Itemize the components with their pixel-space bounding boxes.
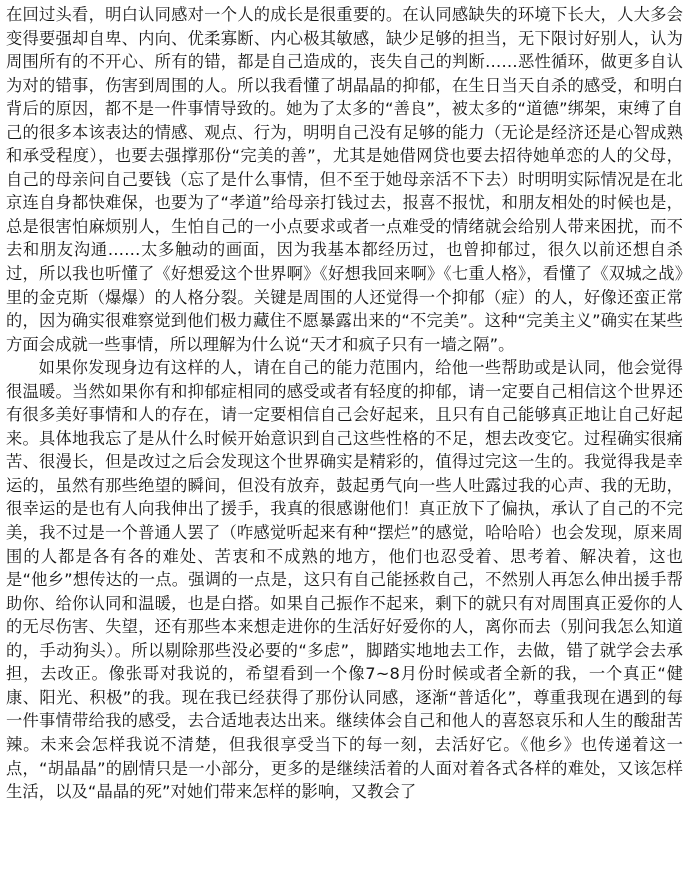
paragraph-1: 在回过头看，明白认同感对一个人的成长是很重要的。在认同感缺失的环境下长大，人大多会变得要强却自卑、内向、优柔寡断、内心极其敏感，缺少足够的担当，无下限讨好别人，认为周围所有的不开心、所有的错，都是自己造成的，丧失自己的判断……恶性循环，做更多自认为对的错事，伤害到周围的人。所以我看懂了胡晶晶的抑郁，在生日当天自杀的感受，和明白背后的原因，都不是一件事情导致的。她为了太多的“善良”，被太多的“道德”绑架，束缚了自己的很多本该表达的情感、观点、行为，明明自己没有足够的能力（无论是经济还是心智成熟和承受程度），也要去强撑那份“完美的善”，尤其是她借网贷也要去招待她单恋的人的父母，自己的母亲问自己要钱（忘了是什么事情，但不至于她母亲活不下去）时明明实际情况是在北京连自身都快难保，也要为了“孝道”给母亲打钱过去，报喜不报忧，和朋友相处的时候也是，总是很害怕麻烦别人，生怕自己的一小点要求或者一点难受的情绪就会给别人带来困扰，而不去和朋友沟通……太多触动的画面，因为我基本都经历过，也曾抑郁过，很久以前还想自杀过，所以我也听懂了《好想爱这个世界啊》《好想我回来啊》《七重人格》，看懂了《双城之战》里的金克斯（爆爆）的人格分裂。关键是周围的人还觉得一个抑郁（症）的人，好像还蛮正常的，因为确实很难察觉到他们极力藏住不愿暴露出来的“不完美”。这种“完美主义”确实在某些方面会成就一些事情，所以理解为什么说“天才和疯子只有一墙之隔”。 xyxy=(6,5,683,354)
paragraph-2: 如果你发现身边有这样的人，请在自己的能力范围内，给他一些帮助或是认同，他会觉得很温暖。当然如果你有和抑郁症相同的感受或者有轻度的抑郁，请一定要自己相信这个世界还有很多美好事情和人的存在，请一定要相信自己会好起来，且只有自己能够真正地让自己好起来。具体地我忘了是从什么时候开始意识到自己这些性格的不足，想去改变它。过程确实很痛苦、很漫长，但是改过之后会发现这个世界确实是精彩的，值得过完这一生的。我觉得我是幸运的，虽然有那些绝望的瞬间，但没有放弃，鼓起勇气向一些人吐露过我的心声、我的无助，很幸运的是也有人向我伸出了援手，我真的很感谢他们！真正放下了偏执，承认了自己的不完美，我不过是一个普通人罢了（咋感觉听起来有种“摆烂”的感觉，哈哈哈）也会发现，原来周围的人都是各有各的难处、苦衷和不成熟的地方，他们也忍受着、思考着、解决着，这也是“他乡”想传达的一点。强调的一点是，这只有自己能拯救自己，不然别人再怎么伸出援手帮助你、给你认同和温暖，也是白搭。如果自己振作不起来，剩下的就只有对周围真正爱你的人的无尽伤害、失望，还有那些本来想走进你的生活好好爱你的人，离你而去（别问我怎么知道的，手动狗头）。所以剔除那些没必要的“多虑”，脚踏实地地去工作，去做，错了就学会去承担，去改正。像张哥对我说的，希望看到一个像7~8月份时候或者全新的我，一个真正“健康、阳光、积极”的我。现在我已经获得了那份认同感，逐渐“普适化”，尊重我现在遇到的每一件事情带给我的感受，去合适地表达出来。继续体会自己和他人的喜怒哀乐和人生的酸甜苦辣。未来会怎样我说不清楚，但我很享受当下的每一刻，去活好它。《他乡》也传递着这一点，“胡晶晶”的剧情只是一小部分，更多的是继续活着的人面对着各式各样的难处，又该怎样生活，以及“晶晶的死”对她们带来怎样的影响，又教会了 xyxy=(6,358,683,802)
